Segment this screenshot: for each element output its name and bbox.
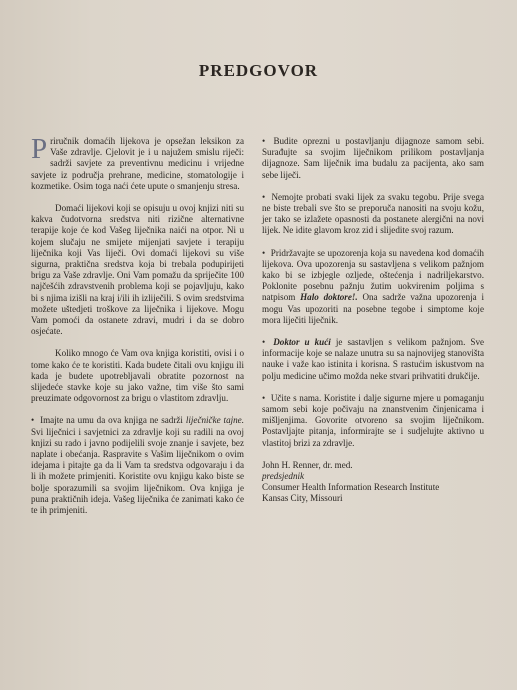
usage-paragraph: Koliko mnogo će Vam ova knjiga koristiti, ovisi i o tome kako će te koristiti. Kada budete čitali ovu knjigu ili kada je budete upotrebljavali obratite pozornost na slijedeće stavke koje su jako važne, tim više što sami preuzimate odgovornost za brigu o vlastitom zdravlju.: [31, 348, 244, 404]
bullet-icon: •: [262, 191, 266, 202]
drop-cap: P: [31, 133, 48, 165]
bullet-emphasis: liječničke tajne.: [185, 415, 244, 426]
signature-role: predsjednik: [262, 471, 305, 482]
bullet-text: Nemojte probati svaki lijek za svaku tegobu. Prije svega ne biste trebali sve što se preporuča nanositi na svoju kožu, jer tako se izlažete opasnosti da postanete alergični na novi lijek. Ne idite glavom kroz zid i slijedite svoj razum.: [262, 191, 484, 236]
remedies-paragraph: Domaći lijekovi koji se opisuju u ovoj knjizi niti su kakva čudotvorna sredstva niti rizične alternativne terapije koje će kod Vašeg liječnika naići na otpor. Ni u kojem slučaju ne smijete mijenjati savjete i terapiju liječnika koji Vas liječi. Ovi domaći lijekovi su više sigurna, praktična sredstva koja bi trebala podupirijeti brigu za Vaše zdravlje. Oni Vam pomažu da spriječite 100 najčešćih zdravstvenih problema koji se pojavljuju, kako bi s njima izišli na kraj i/ili ih izliječili. S ovim sredstvima možete uštedjeti troškove za liječnika i lijekove. Mogu Vam pomoći da ostanete zdravi, mudri i da se dobro osjećate.: [31, 203, 244, 337]
bullet-text-after: Svi liječnici i savjetnici za zdravlje koji su radili na ovoj knjizi su rado i javno podijelili svoje znanje i savjete, bez naplate i obećanja. Raspravite s Vašim liječnikom o ovim idejama i pitajte ga da li Vam ta sredstva odgovaraju i da li ih možete primjeniti. Koristite ovu knjigu kako biste se bolje sporazumili sa svojim liječnikom. Ova knjiga je puna praktičnih ideja. Vašeg liječnika će zanimati kako će te ih primjeniti.: [31, 426, 244, 516]
intro-text: riručnik domaćih lijekova je opsežan leksikon za Vaše zdravlje. Cjelovit je i u najužem smislu riječi: sadrži savjete za preventivnu medicinu i vrijedne savjete iz područja prehrane, medicine, stomatologije i kozmetike. Osim toga naći ćete upute o smanjenju stresa.: [31, 136, 244, 191]
bullet-learn: [262, 393, 484, 449]
page-title: PREDGOVOR: [198, 61, 319, 80]
bullet-icon: •: [262, 136, 266, 146]
bullet-text: Budite oprezni u postavljanju dijagnoze samom sebi. Surađujte sa svojim liječnikom prilikom postavljanja dijagnoze. Sam liječnik ima budalu za pacijenta, ako sam sebe liječi.: [262, 136, 484, 180]
signature-organization: Consumer Health Information Research Institute: [262, 482, 440, 493]
bullet-remedies: [262, 192, 484, 237]
bullet-text: Učite s nama. Koristite i dalje sigurne mjere u pomaganju samom sebi koje počivaju na znanstvenim činjenicama i mišljenjima. Govorite otvoreno sa svojim liječnikom. Postavljajte pitanja, informirajte se i sudjelujte aktivno u vlastitoj brizi za zdravlje.: [262, 392, 484, 448]
bullet-diagnosis: [262, 136, 484, 181]
bullet-icon: •: [262, 337, 266, 348]
bullet-icon: •: [262, 247, 266, 258]
bullet-doctor-at-home: [262, 337, 484, 382]
signature-block: [262, 460, 484, 505]
bullet-secrets: [31, 415, 244, 516]
bullet-text-after: je sastavljen s velikom pažnjom. Sve informacije koje se nalaze unutra su sa najnovijeg stanovišta nauke i važe kao istinita i korisna. S rastućim iskustvom na polju medicine učimo možda neke stvari prihvatiti drukčije.: [262, 337, 485, 381]
bullet-icon: •: [31, 415, 35, 426]
signature-place: Kansas City, Missouri: [262, 493, 343, 504]
bullet-text-after: Ona sadrže važna upozorenja i mogu Vas upozoriti na posebne tegobe i simptome koje mora liječiti liječnik.: [262, 292, 484, 325]
bullet-icon: •: [262, 392, 266, 403]
left-column: [31, 133, 244, 527]
bullet-emphasis: Halo doktore!.: [300, 292, 358, 303]
bullet-warnings: [262, 248, 484, 326]
signature-name: John H. Renner, dr. med.: [262, 459, 353, 470]
intro-paragraph: [31, 133, 244, 192]
bullet-emphasis: Doktor u kući: [273, 337, 331, 348]
bullet-text-before: Imajte na umu da ova knjiga ne sadrži: [40, 415, 183, 426]
bullet-text-before: Pridržavajte se upozorenja koja su navedena kod domaćih lijekova. Ova upozorenja su sastavljena s velikom pažnjom kako bi se izbjegle ozljede, oštećenja i nadriljekarstvo. Poklonite posebnu pažnju žutim uokvirenim poljima s natpisom: [262, 247, 484, 303]
right-column: [262, 136, 484, 505]
